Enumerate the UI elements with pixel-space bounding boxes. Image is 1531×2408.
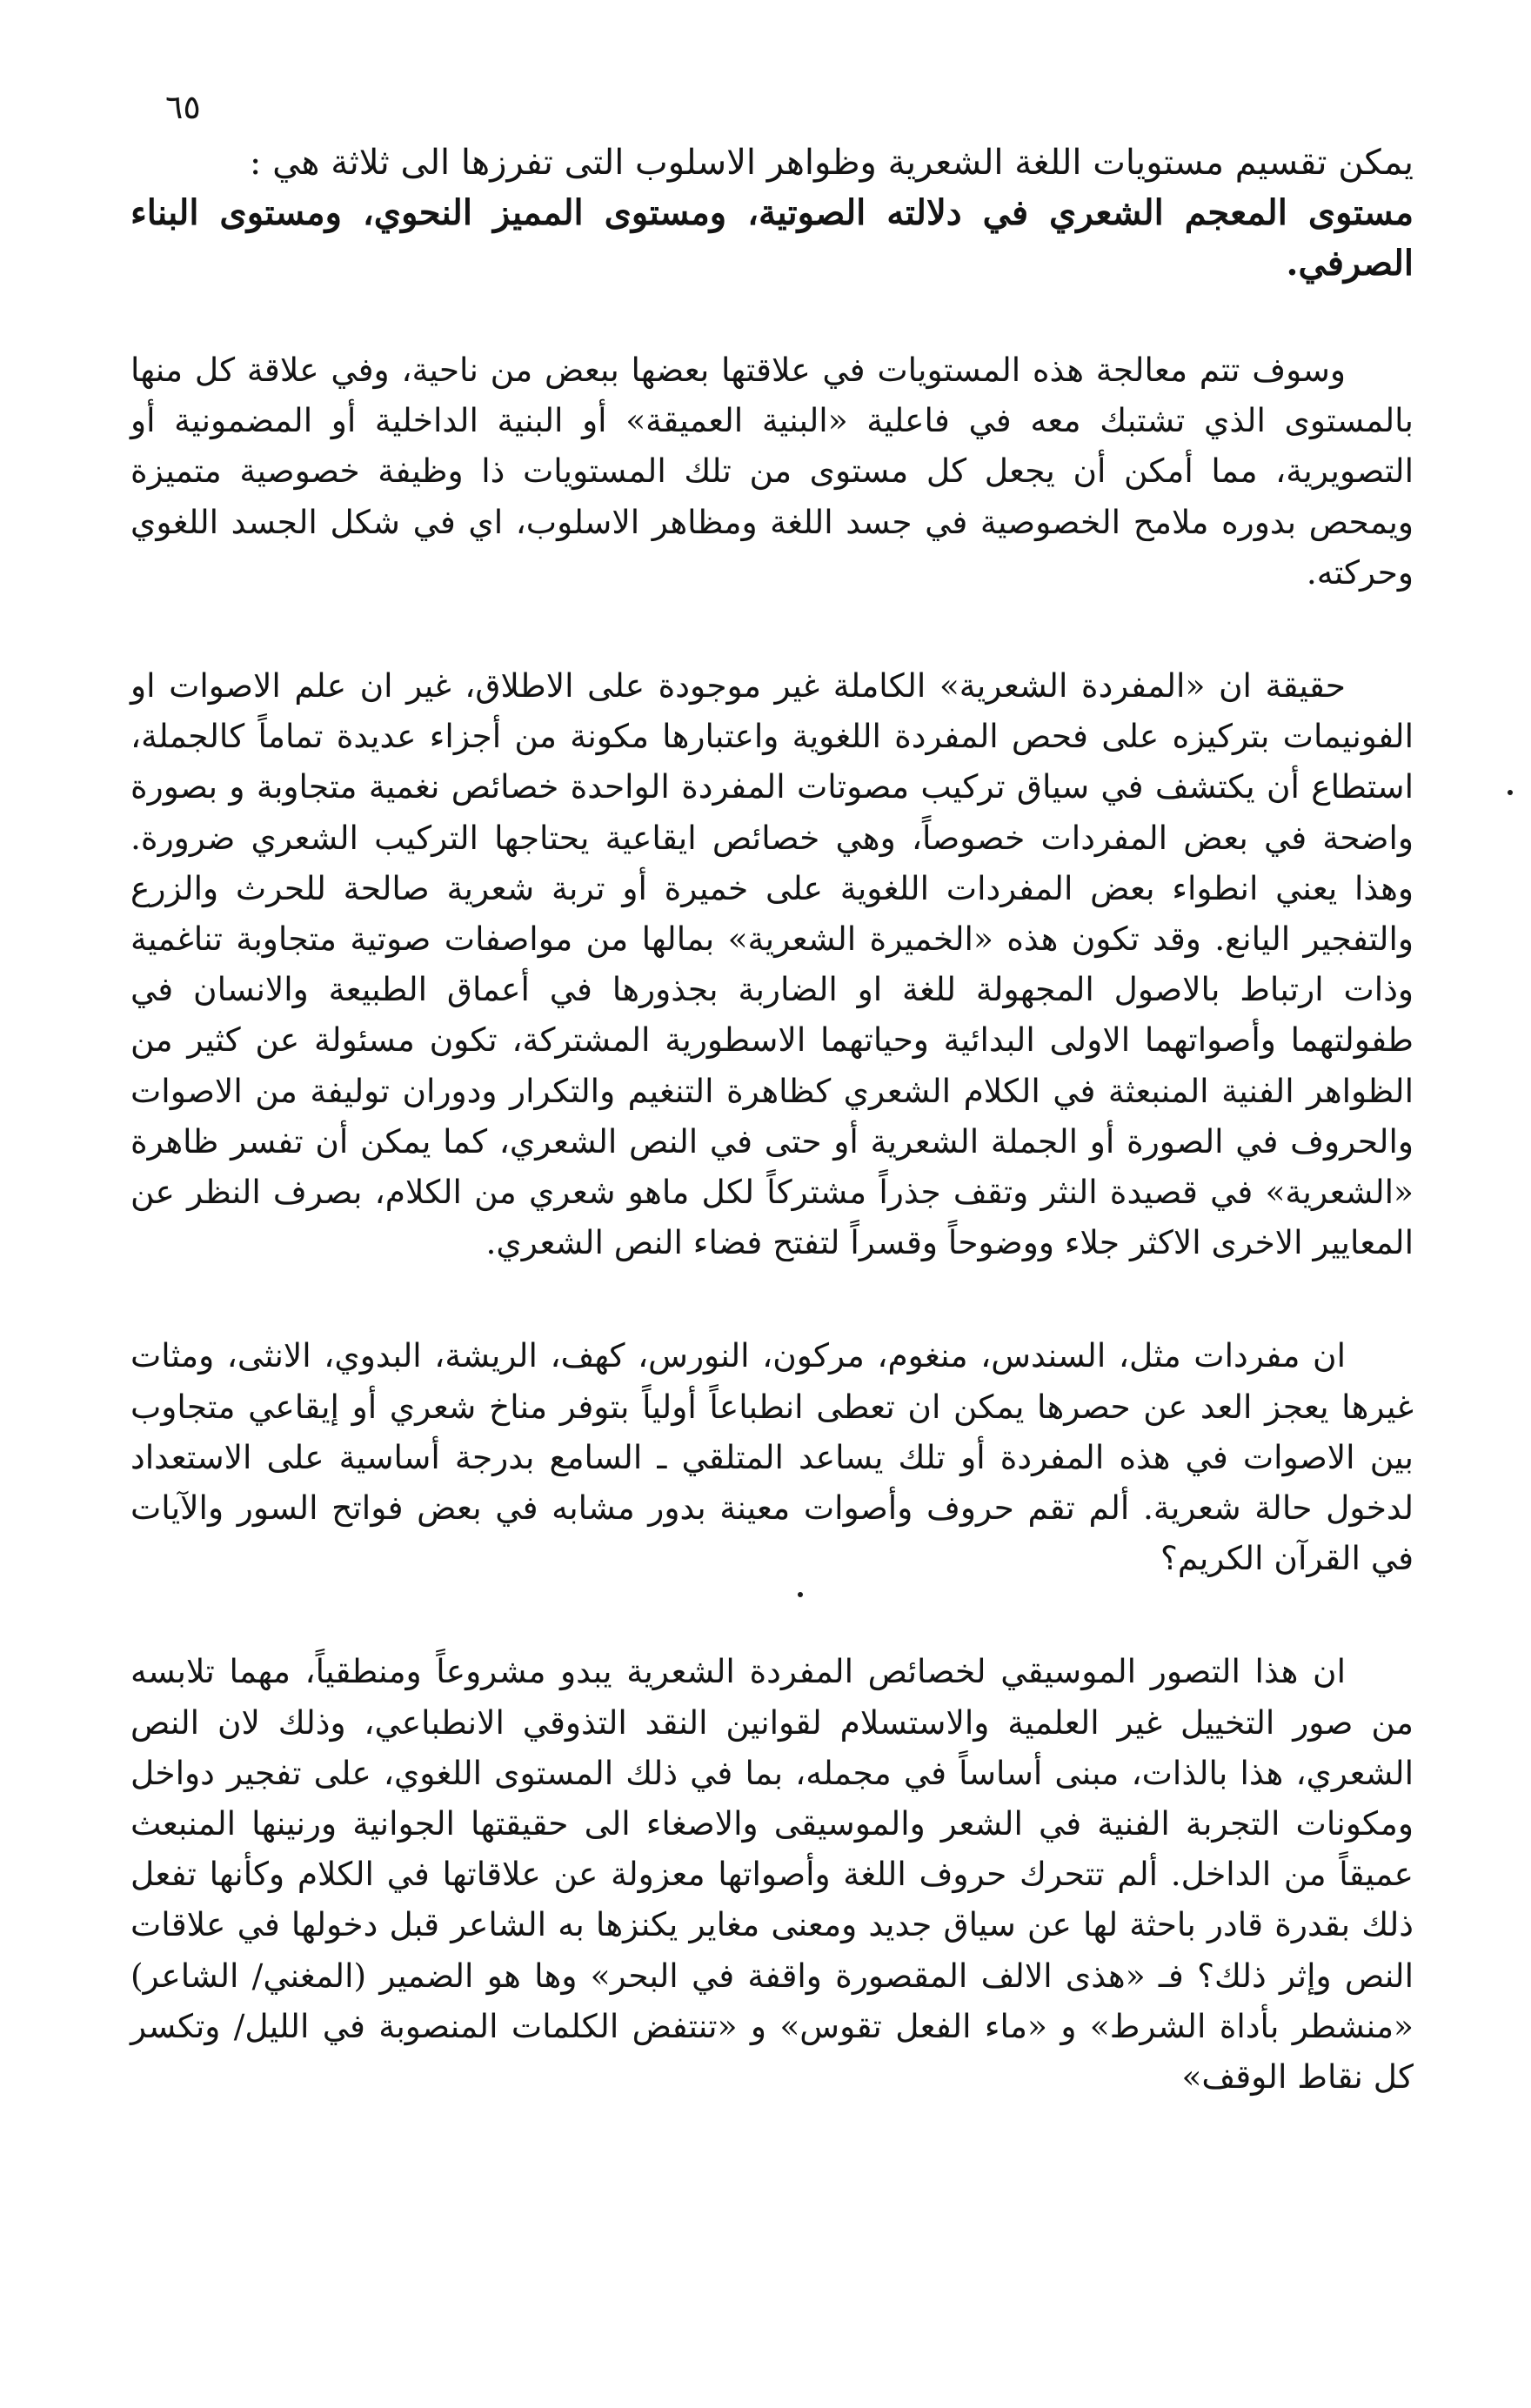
paragraph-word-examples: ان مفردات مثل، السندس، منغوم، مركون، النورس، كهف، الريشة، البدوي، الانثى، ومثات غيرها يعجز العد عن حصرها يمكن ان تعطى انطباعاً أولياً بتوفر مناخ شعري أو إيقاعي متجاوب بين الاصوات في هذه المفردة أو تلك يساعد المتلقي ـ السامع بدرجة أساسية على الاستعداد لدخول حالة شعرية. ألم تقم حروف وأصوات معينة بدور مشابه في بعض فواتح السور والآيات في القرآن الكريم؟ xyxy=(130,1336,1414,1578)
intro-levels-line: مستوى المعجم الشعري في دلالته الصوتية، ومستوى المميز النحوي، ومستوى البناء الصرفي. xyxy=(130,192,1414,284)
paragraph-musical-conception: ان هذا التصور الموسيقي لخصائص المفردة الشعرية يبدو مشروعاً ومنطقياً، مهما تلابسه من صور التخييل غير العلمية والاستسلام لقوانين النقد التذوقي الانطباعي، وذلك لان النص الشعري، هذا بالذات، مبنى أساساً في مجمله، بما في ذلك المستوى اللغوي، على تفجير دواخل ومكونات التجربة الفنية في الشعر والموسيقى والاصغاء الى حقيقتها الجوانية ورنينها المنبعث عميقاً من الداخل. ألم تتحرك حروف اللغة وأصواتها معزولة عن علاقاتها في الكلام وكأنها تفعل ذلك بقدرة قادر باحثة لها عن سياق جديد ومعنى مغاير يكنزها به الشاعر قبل دخولها في علاقات النص وإثر ذلك؟ فـ «هذى الالف المقصورة واقفة في البحر» وها هو الضمير (المغني/ الشاعر) «منشطر بأداة الشرط» و «ماء الفعل تقوس» و «تنتفض الكلمات المنصوبة في الليل/ وتكسر كل نقاط الوقف» xyxy=(130,1652,1414,2097)
intro-line: يمكن تقسيم مستويات اللغة الشعرية وظواهر الاسلوب التى تفرزها الى ثلاثة هي : xyxy=(249,143,1414,183)
margin-speck xyxy=(798,1592,803,1597)
margin-speck xyxy=(1508,790,1513,795)
intro-block xyxy=(130,137,1414,289)
paragraph-poetic-word: حقيقة ان «المفردة الشعرية» الكاملة غير موجودة على الاطلاق، غير ان علم الاصوات او الفونيمات بتركيزه على فحص المفردة اللغوية واعتبارها مكونة من أجزاء عديدة تماماً كالجملة، استطاع أن يكتشف في سياق تركيب مصوتات المفردة الواحدة خصائص نغمية متجاوبة و بصورة واضحة في بعض المفردات خصوصاً، وهي خصائص ايقاعية يحتاجها التركيب الشعري ضرورة. وهذا يعني انطواء بعض المفردات اللغوية على خميرة أو تربة شعرية صالحة للحرث والزرع والتفجير اليانع. وقد تكون هذه «الخميرة الشعرية» بمالها من مواصفات صوتية متجاوبة تناغمية وذات ارتباط بالاصول المجهولة للغة او الضاربة بجذورها في أعماق الطبيعة والانسان في طفولتهما وأصواتهما الاولى البدائية وحياتهما الاسطورية المشتركة، تكون مسئولة عن كثير من الظواهر الفنية المنبعثة في الكلام الشعري كظاهرة التنغيم والتكرار ودوران توليفة من الاصوات والحروف في الصورة أو الجملة الشعرية أو حتى في النص الشعري، كما يمكن أن تفسر ظاهرة «الشعرية» في قصيدة النثر وتقف جذراً مشتركاً لكل ماهو شعري من الكلام، بصرف النظر عن المعايير الاخرى الاكثر جلاء ووضوحاً وقسراً لتفتح فضاء النص الشعري. xyxy=(130,666,1414,1262)
page-body xyxy=(130,87,1414,2102)
paragraph-levels-relations: وسوف تتم معالجة هذه المستويات في علاقتها بعضها ببعض من ناحية، وفي علاقة كل منها بالمستوى الذي تشتبك معه في فاعلية «البنية العميقة» أو البنية الداخلية أو المضمونية أو التصويرية، مما أمكن أن يجعل كل مستوى من تلك المستويات ذا وظيفة خصوصية متميزة ويمحص بدوره ملامح الخصوصية في جسد اللغة ومظاهر الاسلوب، اي في شكل الجسد اللغوي وحركته. xyxy=(130,351,1414,592)
page-number: ٦٥ xyxy=(165,88,201,126)
